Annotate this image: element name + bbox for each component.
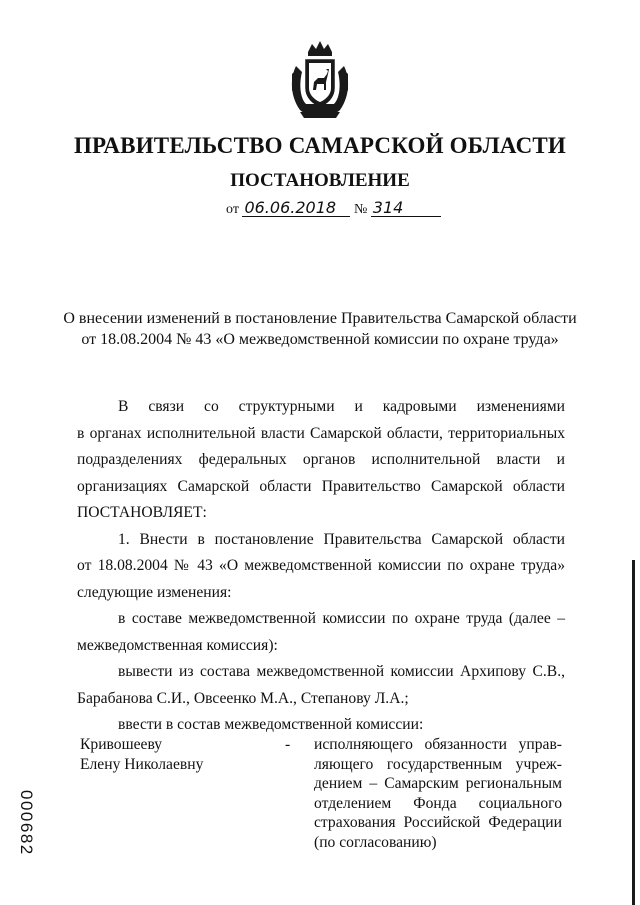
handwritten-number: 314 (371, 200, 441, 217)
position-line: страхования Российской Федерации (314, 814, 562, 831)
government-title: ПРАВИТЕЛЬСТВО САМАРСКОЙ ОБЛАСТИ (73, 133, 567, 158)
subject-line: О внесении изменений в постановление Правительства Самарской области (63, 310, 577, 327)
body-line: Барабанова С.И., Овсеенко М.А., Степанову Л.А.; (77, 689, 409, 707)
body-line: следующие изменения: (77, 583, 232, 601)
position-line: (по согласованию) (314, 833, 437, 851)
body-line: ввести в состав межведомственной комиссии: (118, 716, 424, 733)
scan-edge-shadow (632, 560, 635, 905)
body-line: ПОСТАНОВЛЯЕТ: (77, 504, 207, 521)
position-line: исполняющего обязанности управ- (314, 736, 562, 753)
document-body (77, 394, 565, 739)
entry-dash: - (285, 736, 291, 753)
body-line: в органах исполнительной власти Самарской области, территориальных (77, 424, 565, 442)
position-line: дением – Самарским региональным (314, 775, 562, 792)
body-line: вывести из состава межведомственной комиссии Архипову С.В., (118, 663, 565, 680)
body-line: межведомственная комиссия): (77, 636, 278, 654)
subject-line: от 18.08.2004 № 43 «О межведомственной комиссии по охране труда» (81, 331, 559, 348)
appointee-position (314, 735, 562, 852)
number-label: № (353, 202, 368, 217)
body-line: в составе межведомственной комиссии по охране труда (далее – (118, 610, 565, 627)
appointee-given-names: Елену Николаевну (80, 755, 204, 773)
appointee-surname: Кривошееву (80, 736, 163, 753)
body-line: от 18.08.2004 № 43 «О межведомственной комиссии по охране труда» (77, 557, 565, 574)
appointee-name (80, 735, 270, 774)
body-line: подразделениях федеральных органов исполнительной власти и (77, 451, 565, 468)
from-label: от (226, 202, 239, 217)
body-line: В связи со структурными и кадровыми изменениями (118, 398, 565, 415)
handwritten-date: 06.06.2018 (242, 200, 350, 217)
samara-coat-of-arms-icon (286, 38, 354, 122)
position-line: отделением Фонда социального (314, 794, 562, 812)
document-date-number (226, 200, 441, 218)
registration-stamp-number: 000682 (17, 790, 36, 856)
body-line: организациях Самарской области Правительство Самарской области (77, 477, 565, 495)
position-line: ляющего государственным учреж- (314, 755, 562, 773)
document-subject (60, 308, 580, 350)
body-line: 1. Внести в постановление Правительства Самарской области (118, 530, 565, 548)
document-type: ПОСТАНОВЛЕНИЕ (230, 170, 410, 191)
